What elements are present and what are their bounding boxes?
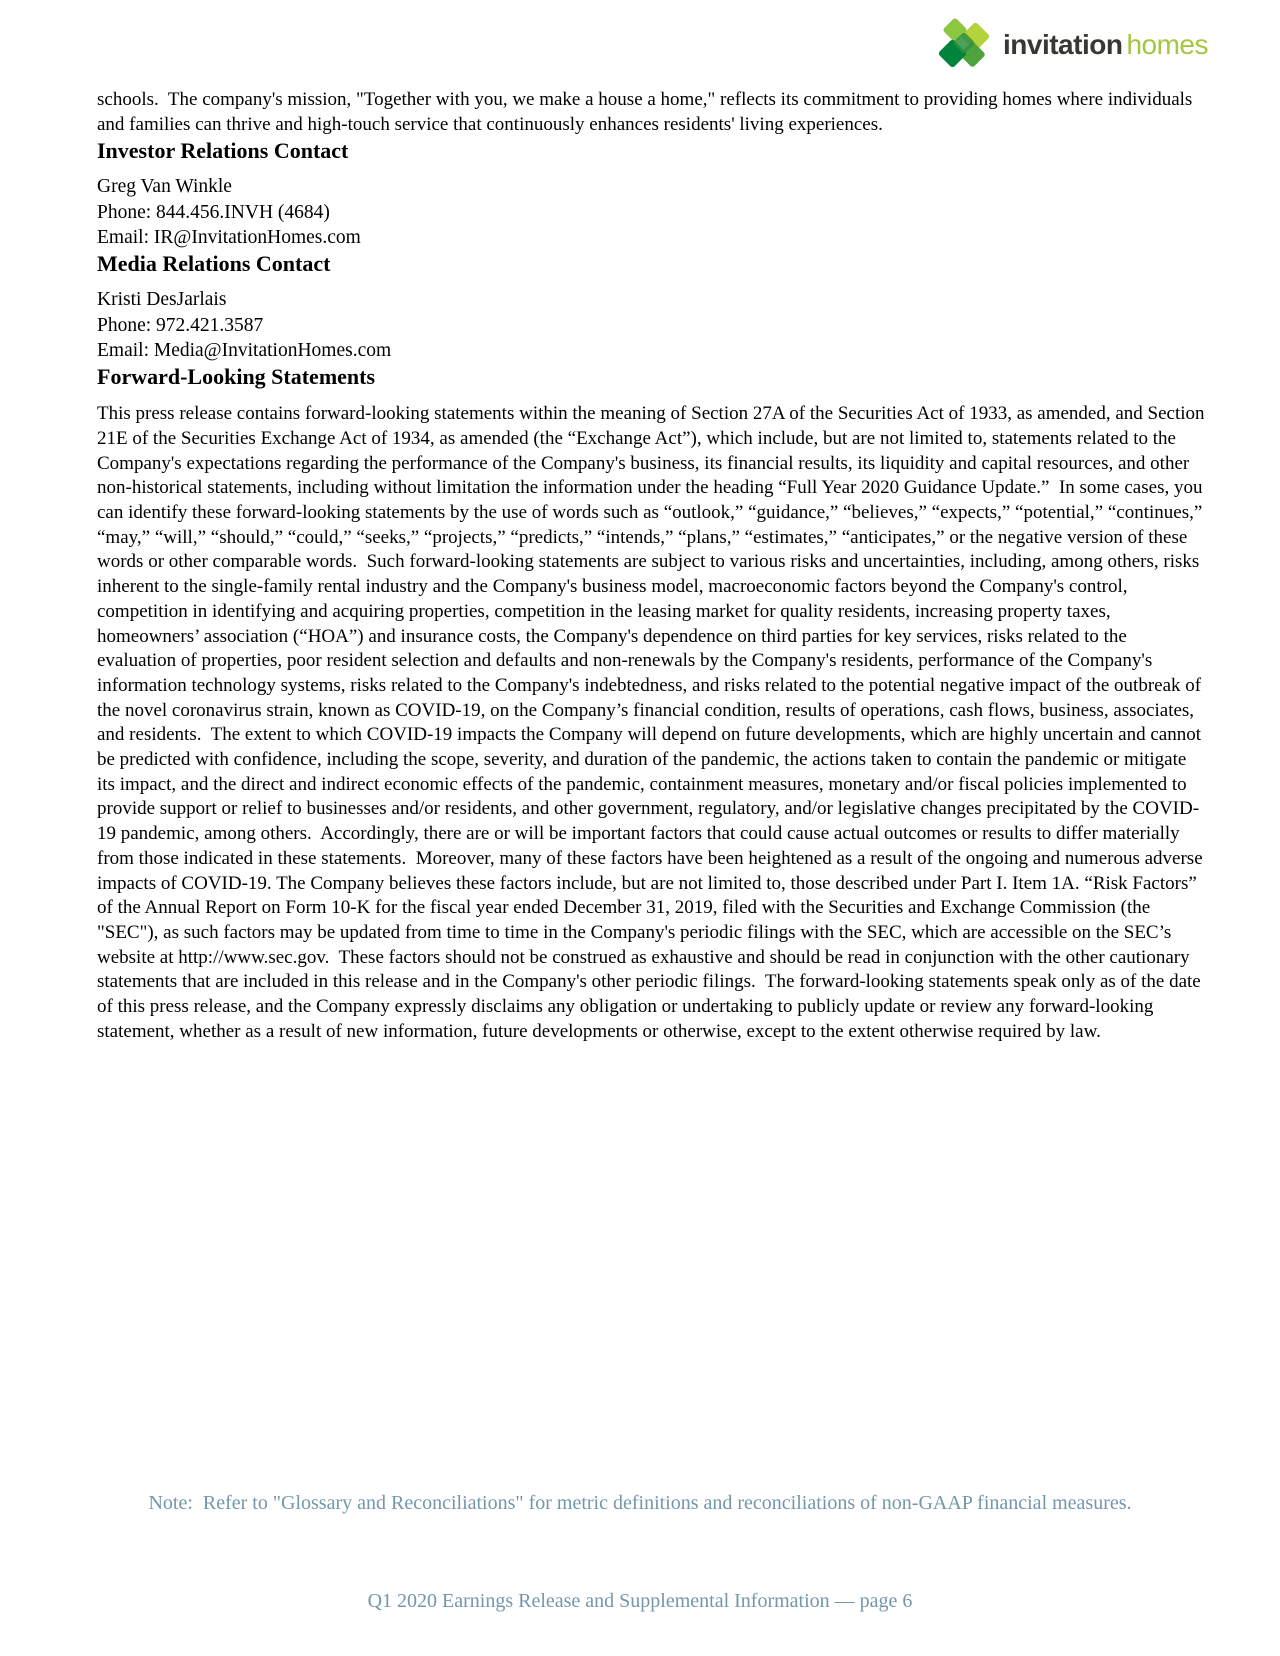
intro-paragraph: schools. The company's mission, "Together with you, we make a house a home," reflects its commitment to providing homes where individuals and families can thrive and high-touch service that continuously enhances residents' living experiences. <box>97 89 1198 135</box>
forward-looking-statements-heading: Forward-Looking Statements <box>97 364 376 390</box>
page-footer: Q1 2020 Earnings Release and Supplemental Information — page 6 <box>367 1590 913 1612</box>
investor-contact-email: Email: IR@InvitationHomes.com <box>97 227 361 248</box>
investor-contact-name: Greg Van Winkle <box>97 176 232 198</box>
investor-contact-block <box>97 174 1209 250</box>
media-relations-heading: Media Relations Contact <box>97 251 331 277</box>
logo-word-homes: homes <box>1126 29 1208 60</box>
media-contact-name: Kristi DesJarlais <box>97 289 227 311</box>
invitation-homes-logo <box>935 16 1208 74</box>
media-contact-block <box>97 287 1209 363</box>
glossary-note: Note: Refer to "Glossary and Reconciliations" for metric definitions and reconciliations of non-GAAP financial measures. <box>148 1492 1132 1514</box>
forward-looking-statements-paragraph: This press release contains forward-looking statements within the meaning of Section 27A of the Securities Act of 1933, as amended, and Section 21E of the Securities Exchange Act of 1934, as amended (the “Exchange Act”), which include, but are not limited to, statements related to the Company's expectations regarding the performance of the Company's business, its financial results, its liquidity and capital resources, and other non-historical statements, including without limitation the information under the heading “Full Year 2020 Guidance Update.” In some cases, you can identify these forward-looking statements by the use of words such as “outlook,” “guidance,” “believes,” “expects,” “potential,” “continues,” “may,” “will,” “should,” “could,” “seeks,” “projects,” “predicts,” “intends,” “plans,” “estimates,” “anticipates,” or the negative version of these words or other comparable words. Such forward-looking statements are subject to various risks and uncertainties, including, among others, risks inherent to the single-family rental industry and the Company's business model, macroeconomic factors beyond the Company's control, competition in identifying and acquiring properties, competition in the leasing market for quality residents, increasing property taxes, homeowners’ association (“HOA”) and insurance costs, the Company's dependence on third parties for key services, risks related to the evaluation of properties, poor resident selection and defaults and non-renewals by the Company's residents, performance of the Company's information technology systems, risks related to the Company's indebtedness, and risks related to the potential negative impact of the outbreak of the novel coronavirus strain, known as COVID-19, on the Company’s financial condition, results of operations, cash flows, business, associates, and residents. The extent to which COVID-19 impacts the Company will depend on future developments, which are highly uncertain and cannot be predicted with confidence, including the scope, severity, and duration of the pandemic, the actions taken to contain the pandemic or mitigate its impact, and the direct and indirect economic effects of the pandemic, containment measures, monetary and/or fiscal policies implemented to provide support or relief to businesses and/or residents, and other government, regulatory, and/or legislative changes precipitated by the COVID-19 pandemic, among others. Accordingly, there are or will be important factors that could cause actual outcomes or results to differ materially from those indicated in these statements. Moreover, many of these factors have been heightened as a result of the ongoing and numerous adverse impacts of COVID-19. The Company believes these factors include, but are not limited to, those described under Part I. Item 1A. “Risk Factors” of the Annual Report on Form 10-K for the fiscal year ended December 31, 2019, filed with the Securities and Exchange Commission (the "SEC"), as such factors may be updated from time to time in the Company's periodic filings with the SEC, which are accessible on the SEC’s website at http://www.sec.gov. These factors should not be construed as exhaustive and should be read in conjunction with the other cautionary statements that are included in this release and in the Company's other periodic filings. The forward-looking statements speak only as of the date of this press release, and the Company expressly disclaims any obligation or undertaking to publicly update or review any forward-looking statement, whether as a result of new information, future developments or otherwise, except to the extent otherwise required by law. <box>97 403 1210 1042</box>
logo-word-invitation: invitation <box>1003 29 1123 60</box>
logo-wordmark <box>1003 29 1208 61</box>
invitation-homes-logo-icon <box>935 16 995 74</box>
media-contact-email: Email: Media@InvitationHomes.com <box>97 339 392 361</box>
media-contact-phone: Phone: 972.421.3587 <box>97 314 264 336</box>
investor-relations-heading: Investor Relations Contact <box>97 138 349 164</box>
investor-contact-phone: Phone: 844.456.INVH (4684) <box>97 201 330 223</box>
document-body <box>97 88 1209 1044</box>
